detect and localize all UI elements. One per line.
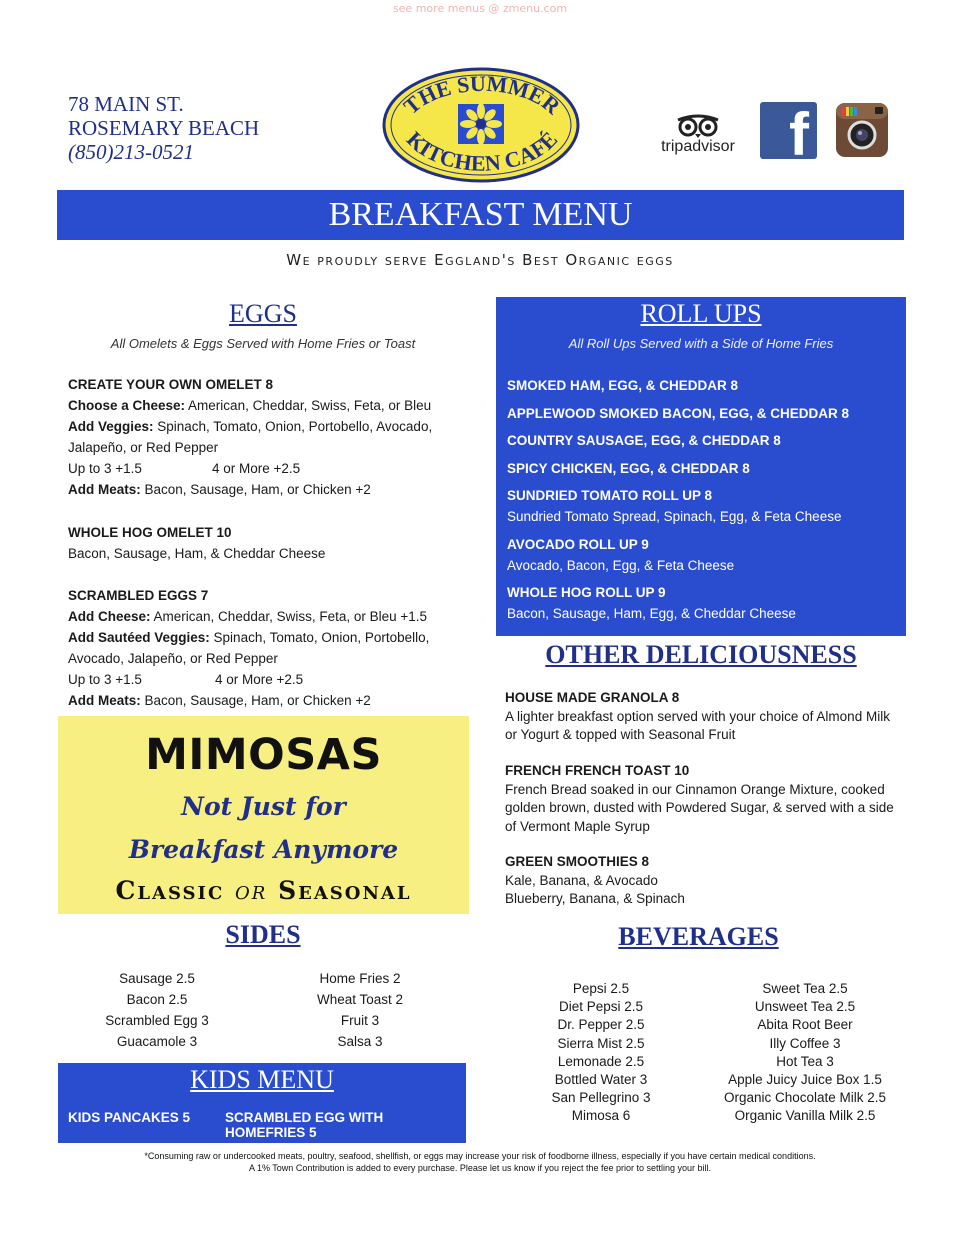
rollup-name: COUNTRY SAUSAGE, EGG, & CHEDDAR 8 xyxy=(507,433,781,448)
rollups-section xyxy=(496,297,906,636)
list-item: Bacon 2.5 xyxy=(126,992,188,1007)
mimosas-options xyxy=(58,876,469,905)
list-item: Unsweet Tea 2.5 xyxy=(754,999,856,1015)
list-item: Abita Root Beer xyxy=(757,1017,853,1033)
list-item: Salsa 3 xyxy=(337,1034,383,1049)
list-item xyxy=(507,458,897,479)
eggs-subtitle: All Omelets & Eggs Served with Home Fries or Toast xyxy=(110,336,416,351)
address-town: ROSEMARY BEACH xyxy=(68,116,260,140)
list-item: Hot Tea 3 xyxy=(776,1053,834,1069)
omelet-cheese xyxy=(68,395,458,416)
scrambled-veggie-pricing xyxy=(68,669,458,690)
smoothies-name: GREEN SMOOTHIES 8 xyxy=(505,854,650,869)
mimosas-classic: Classic xyxy=(115,876,225,905)
list-item: San Pellegrino 3 xyxy=(551,1090,651,1106)
list-item: Pepsi 2.5 xyxy=(572,981,630,996)
tripadvisor-label: tripadvisor xyxy=(661,138,735,155)
tripadvisor-link[interactable] xyxy=(648,112,748,160)
whole-hog-omelet-name: WHOLE HOG OMELET 10 xyxy=(68,525,232,540)
mimosas-line1: Not Just for xyxy=(181,792,346,821)
other-title: OTHER DELICIOUSNESS xyxy=(545,640,857,669)
scrambled-meats xyxy=(68,690,458,711)
mimosas-title: MIMOSAS xyxy=(145,730,382,780)
list-item xyxy=(507,485,897,527)
scrambled-eggs-name: SCRAMBLED EGGS 7 xyxy=(68,588,209,603)
french-toast-desc: French Bread soaked in our Cinnamon Orange Mixture, cooked golden brown, dusted with Powdered Sugar, & served with a side of Vermont Maple Syrup xyxy=(505,781,894,834)
rollup-name: WHOLE HOG ROLL UP 9 xyxy=(507,585,666,600)
address-block xyxy=(68,92,259,164)
rollups-list xyxy=(507,375,897,631)
list-item: Sausage 2.5 xyxy=(119,971,195,986)
scrambled-more: 4 or More +2.5 xyxy=(215,672,304,687)
granola-name: HOUSE MADE GRANOLA 8 xyxy=(505,690,680,705)
omelet-name: CREATE YOUR OWN OMELET 8 xyxy=(68,377,274,392)
kids-menu-section xyxy=(58,1063,466,1143)
list-item: Wheat Toast 2 xyxy=(316,992,404,1007)
list-item: Organic Chocolate Milk 2.5 xyxy=(723,1090,887,1106)
watermark: see more menus @ zmenu.com xyxy=(392,2,568,15)
beverages-col-2 xyxy=(706,980,904,1126)
list-item xyxy=(507,430,897,451)
list-item xyxy=(507,534,897,576)
scrambled-veggies-options: Spinach, Tomato, Onion, Portobello, Avocado, Jalapeño, or Red Pepper xyxy=(68,630,430,666)
scrambled-meats-options: Bacon, Sausage, Ham, or Chicken +2 xyxy=(140,693,371,708)
french-toast-item xyxy=(505,762,895,836)
instagram-icon[interactable] xyxy=(835,102,889,158)
sides-col-1 xyxy=(94,968,220,1052)
kids-scrambled-egg: SCRAMBLED EGG WITH HOMEFRIES 5 xyxy=(225,1110,384,1140)
rollup-name: AVOCADO ROLL UP 9 xyxy=(507,536,649,552)
list-item: Fruit 3 xyxy=(340,1013,380,1028)
smoothies-desc-2: Blueberry, Banana, & Spinach xyxy=(505,891,685,906)
food-safety-disclaimer: *Consuming raw or undercooked meats, poultry, seafood, shellfish, or eggs may increase your risk of foodborne illness, especially if you have certain medical conditions. xyxy=(144,1151,816,1161)
list-item: Apple Juicy Juice Box 1.5 xyxy=(728,1072,882,1088)
omelet-meats-options: Bacon, Sausage, Ham, or Chicken +2 xyxy=(140,482,371,497)
beverages-list xyxy=(496,980,906,1130)
list-item: Bottled Water 3 xyxy=(554,1072,648,1088)
rollup-desc: Bacon, Sausage, Ham, Egg, & Cheddar Cheese xyxy=(507,606,796,621)
logo-top-text: THE SUMMER xyxy=(398,70,566,120)
cafe-logo xyxy=(381,66,581,184)
omelet-meats-label: Add Meats: xyxy=(68,482,141,497)
mimosas-seasonal: Seasonal xyxy=(278,876,412,905)
address-street: 78 MAIN ST. xyxy=(68,92,184,116)
omelet-veggies xyxy=(68,416,458,458)
list-item: Lemonade 2.5 xyxy=(557,1053,645,1069)
whole-hog-omelet-desc: Bacon, Sausage, Ham, & Cheddar Cheese xyxy=(68,546,326,561)
list-item: Sweet Tea 2.5 xyxy=(762,981,848,996)
smoothies-desc-1: Kale, Banana, & Avocado xyxy=(505,872,658,888)
rollup-name: SPICY CHICKEN, EGG, & CHEDDAR 8 xyxy=(507,460,750,476)
breakfast-menu-banner: BREAKFAST MENU xyxy=(57,190,904,240)
mimosas-promo xyxy=(58,716,469,914)
sides-list xyxy=(58,968,468,1058)
granola-item xyxy=(505,689,895,745)
omelet-item xyxy=(68,374,458,500)
omelet-cheese-label: Choose a Cheese: xyxy=(68,398,186,413)
list-item: Scrambled Egg 3 xyxy=(105,1013,209,1028)
list-item: Mimosa 6 xyxy=(571,1108,631,1124)
beverages-col-1 xyxy=(516,980,686,1126)
sun-logo-icon xyxy=(458,103,504,145)
scrambled-eggs-item xyxy=(68,585,458,711)
scrambled-cheese xyxy=(68,606,458,627)
list-item: Sierra Mist 2.5 xyxy=(557,1035,645,1051)
list-item: Illy Coffee 3 xyxy=(769,1035,841,1051)
sides-col-2 xyxy=(292,968,428,1052)
rollup-name: SMOKED HAM, EGG, & CHEDDAR 8 xyxy=(507,378,739,393)
list-item: Organic Vanilla Milk 2.5 xyxy=(734,1108,876,1124)
scrambled-upto: Up to 3 +1.5 xyxy=(68,672,142,687)
list-item: Home Fries 2 xyxy=(319,971,401,986)
list-item xyxy=(507,375,897,396)
smoothies-item xyxy=(505,853,895,909)
rollup-name: APPLEWOOD SMOKED BACON, EGG, & CHEDDAR 8 xyxy=(507,405,850,421)
omelet-more: 4 or More +2.5 xyxy=(212,461,301,476)
list-item: Dr. Pepper 2.5 xyxy=(557,1017,645,1033)
eggs-title: EGGS xyxy=(229,299,297,328)
whole-hog-omelet-item xyxy=(68,522,458,564)
omelet-upto: Up to 3 +1.5 xyxy=(68,461,142,476)
facebook-icon[interactable] xyxy=(760,102,817,159)
sides-title: SIDES xyxy=(225,920,301,949)
phone-number[interactable]: (850)213-0521 xyxy=(68,140,194,164)
mimosas-line2: Breakfast Anymore xyxy=(128,835,399,864)
list-item: Diet Pepsi 2.5 xyxy=(558,999,644,1015)
beverages-title: BEVERAGES xyxy=(618,922,779,951)
omelet-veggies-label: Add Veggies: xyxy=(68,419,154,434)
granola-desc: A lighter breakfast option served with your choice of Almond Milk or Yogurt & topped with Seasonal Fruit xyxy=(505,708,890,742)
rollups-subtitle: All Roll Ups Served with a Side of Home Fries xyxy=(568,336,834,351)
rollup-desc: Avocado, Bacon, Egg, & Feta Cheese xyxy=(507,557,735,573)
rollups-title: ROLL UPS xyxy=(640,299,762,328)
list-item: Guacamole 3 xyxy=(116,1034,198,1049)
kids-menu-title: KIDS MENU xyxy=(190,1065,334,1094)
french-toast-name: FRENCH FRENCH TOAST 10 xyxy=(505,763,690,778)
rollup-desc: Sundried Tomato Spread, Spinach, Egg, & Feta Cheese xyxy=(507,509,842,524)
list-item xyxy=(507,403,897,424)
tripadvisor-owl-icon xyxy=(648,112,748,140)
town-contribution-note: A 1% Town Contribution is added to every purchase. Please let us know if you reject the fee prior to settling your bill. xyxy=(248,1163,712,1173)
scrambled-meats-label: Add Meats: xyxy=(68,693,141,708)
facebook-glyph: f xyxy=(789,102,809,159)
omelet-veggies-options: Spinach, Tomato, Onion, Portobello, Avocado, Jalapeño, or Red Pepper xyxy=(68,419,433,455)
scrambled-cheese-label: Add Cheese: xyxy=(68,609,151,624)
scrambled-cheese-options: American, Cheddar, Swiss, Feta, or Bleu +1.5 xyxy=(150,609,428,624)
kids-pancakes: KIDS PANCAKES 5 xyxy=(68,1110,191,1125)
mimosas-or: or xyxy=(235,876,268,905)
omelet-meats xyxy=(68,479,458,500)
eggs-tagline: We proudly serve Eggland's Best Organic eggs xyxy=(286,251,674,269)
scrambled-veggies-label: Add Sautéed Veggies: xyxy=(68,630,210,645)
rollup-name: SUNDRIED TOMATO ROLL UP 8 xyxy=(507,488,713,503)
scrambled-veggies xyxy=(68,627,458,669)
omelet-veggie-pricing xyxy=(68,458,458,479)
logo-bottom-text: KITCHEN CAFÉ xyxy=(401,126,563,176)
list-item xyxy=(507,582,897,624)
omelet-cheese-options: American, Cheddar, Swiss, Feta, or Bleu xyxy=(185,398,432,413)
